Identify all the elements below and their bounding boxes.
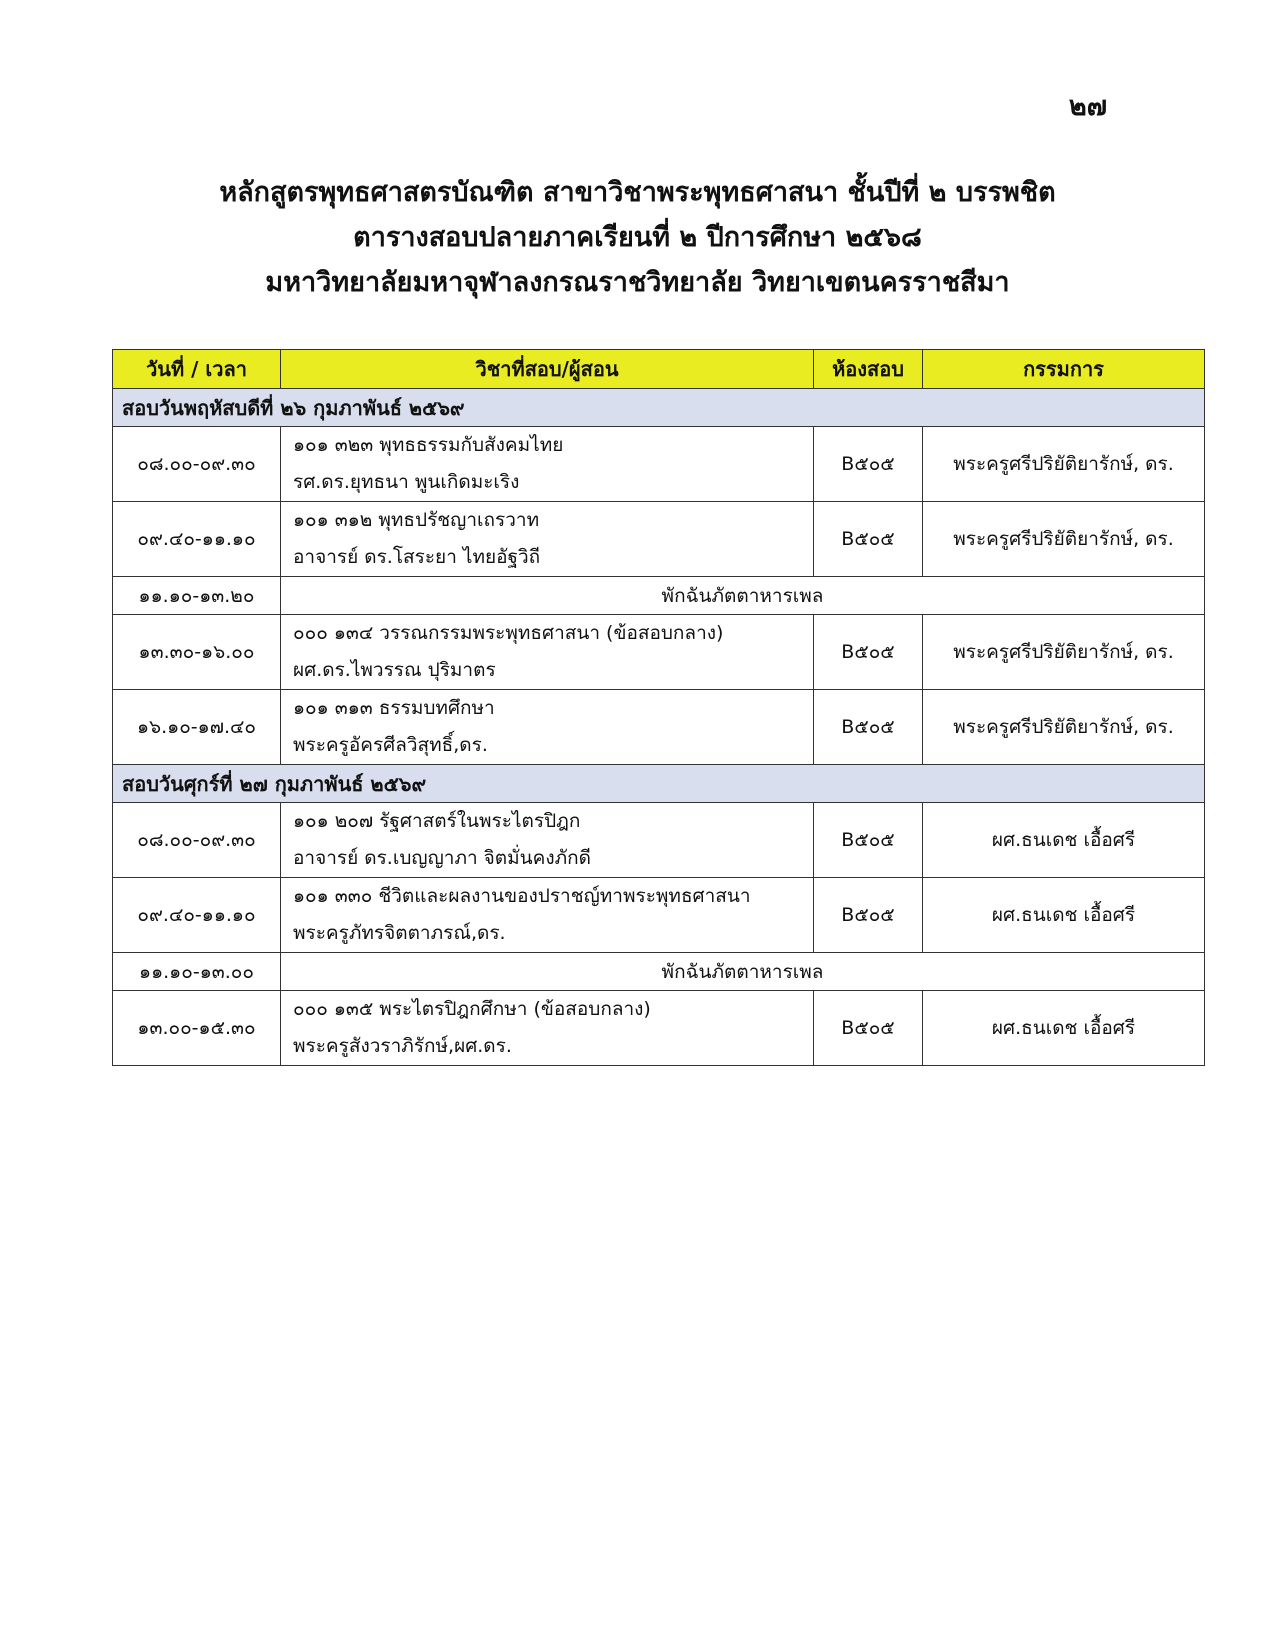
course-name: ๑๐๑ ๓๓๐ ชีวิตและผลงานของปราชญ์ทาพระพุทธศาสนา (293, 885, 751, 907)
table-header-row (113, 350, 1205, 389)
course-name: ๑๐๑ ๒๐๗ รัฐศาสตร์ในพระไตรปิฎก (293, 810, 581, 832)
course-name: ๑๐๑ ๓๑๓ ธรรมบทศึกษา (293, 697, 495, 719)
course-name: ๑๐๑ ๓๒๓ พุทธธรรมกับสังคมไทย (293, 434, 564, 456)
instructor-name: พระครูสังวราภิรักษ์,ผศ.ดร. (293, 1035, 512, 1057)
time-cell: ๐๘.๐๐-๐๙.๓๐ (113, 427, 281, 502)
program-title: หลักสูตรพุทธศาสตรบัณฑิต สาขาวิชาพระพุทธศาสนา ชั้นปีที่ ๒ บรรพชิต (219, 177, 1056, 208)
exam-schedule-table (112, 349, 1205, 1066)
subject-cell (281, 427, 814, 502)
committee-cell: ผศ.ธนเดช เอื้อศรี (923, 803, 1205, 878)
room-cell: B๕๐๕ (814, 803, 923, 878)
header-time: วันที่ / เวลา (113, 350, 281, 389)
subject-cell (281, 690, 814, 765)
page-number: ๒๗ (1068, 91, 1107, 122)
table-row (113, 502, 1205, 577)
break-row (113, 953, 1205, 991)
time-cell: ๐๙.๔๐-๑๑.๑๐ (113, 502, 281, 577)
time-cell: ๑๑.๑๐-๑๓.๐๐ (113, 953, 281, 991)
subject-cell (281, 878, 814, 953)
room-cell: B๕๐๕ (814, 427, 923, 502)
committee-cell: พระครูศรีปริยัติยารักษ์, ดร. (923, 690, 1205, 765)
day-row (113, 765, 1205, 803)
header-subject: วิชาที่สอบ/ผู้สอน (281, 350, 814, 389)
time-cell: ๑๓.๐๐-๑๕.๓๐ (113, 991, 281, 1066)
time-cell: ๑๓.๓๐-๑๖.๐๐ (113, 615, 281, 690)
table-row (113, 427, 1205, 502)
schedule-title: ตารางสอบปลายภาคเรียนที่ ๒ ปีการศึกษา ๒๕๖๘ (353, 222, 922, 253)
day-label: สอบวันพฤหัสบดีที่ ๒๖ กุมภาพันธ์ ๒๕๖๙ (113, 389, 1205, 427)
course-name: ๐๐๐ ๑๓๕ พระไตรปิฎกศึกษา (ข้อสอบกลาง) (293, 998, 651, 1020)
subject-cell (281, 502, 814, 577)
instructor-name: พระครูภัทรจิตตาภรณ์,ดร. (293, 922, 506, 944)
committee-cell: พระครูศรีปริยัติยารักษ์, ดร. (923, 502, 1205, 577)
room-cell: B๕๐๕ (814, 991, 923, 1066)
document-heading (0, 170, 1275, 305)
table-row (113, 991, 1205, 1066)
committee-cell: ผศ.ธนเดช เอื้อศรี (923, 878, 1205, 953)
day-row (113, 389, 1205, 427)
table-row (113, 803, 1205, 878)
room-cell: B๕๐๕ (814, 878, 923, 953)
subject-cell (281, 991, 814, 1066)
subject-cell (281, 615, 814, 690)
break-label: พักฉันภัตตาหารเพล (281, 577, 1205, 615)
table-row (113, 878, 1205, 953)
header-room: ห้องสอบ (814, 350, 923, 389)
instructor-name: รศ.ดร.ยุทธนา พูนเกิดมะเริง (293, 471, 520, 493)
break-label: พักฉันภัตตาหารเพล (281, 953, 1205, 991)
instructor-name: พระครูอัครศีลวิสุทธิ์,ดร. (293, 734, 488, 756)
committee-cell: พระครูศรีปริยัติยารักษ์, ดร. (923, 615, 1205, 690)
header-committee: กรรมการ (923, 350, 1205, 389)
university-title: มหาวิทยาลัยมหาจุฬาลงกรณราชวิทยาลัย วิทยาเขตนครราชสีมา (265, 267, 1010, 298)
time-cell: ๐๘.๐๐-๐๙.๓๐ (113, 803, 281, 878)
instructor-name: อาจารย์ ดร.เบญญาภา จิตมั่นคงภักดี (293, 847, 592, 869)
course-name: ๐๐๐ ๑๓๔ วรรณกรรมพระพุทธศาสนา (ข้อสอบกลาง) (293, 622, 724, 644)
room-cell: B๕๐๕ (814, 615, 923, 690)
time-cell: ๑๑.๑๐-๑๓.๒๐ (113, 577, 281, 615)
break-row (113, 577, 1205, 615)
time-cell: ๐๙.๔๐-๑๑.๑๐ (113, 878, 281, 953)
day-label: สอบวันศุกร์ที่ ๒๗ กุมภาพันธ์ ๒๕๖๙ (113, 765, 1205, 803)
room-cell: B๕๐๕ (814, 502, 923, 577)
committee-cell: พระครูศรีปริยัติยารักษ์, ดร. (923, 427, 1205, 502)
course-name: ๑๐๑ ๓๑๒ พุทธปรัชญาเถรวาท (293, 509, 540, 531)
time-cell: ๑๖.๑๐-๑๗.๔๐ (113, 690, 281, 765)
instructor-name: ผศ.ดร.ไพวรรณ ปุริมาตร (293, 659, 496, 681)
instructor-name: อาจารย์ ดร.โสระยา ไทยอัฐวิถี (293, 546, 541, 568)
table-row (113, 615, 1205, 690)
room-cell: B๕๐๕ (814, 690, 923, 765)
committee-cell: ผศ.ธนเดช เอื้อศรี (923, 991, 1205, 1066)
table-row (113, 690, 1205, 765)
subject-cell (281, 803, 814, 878)
